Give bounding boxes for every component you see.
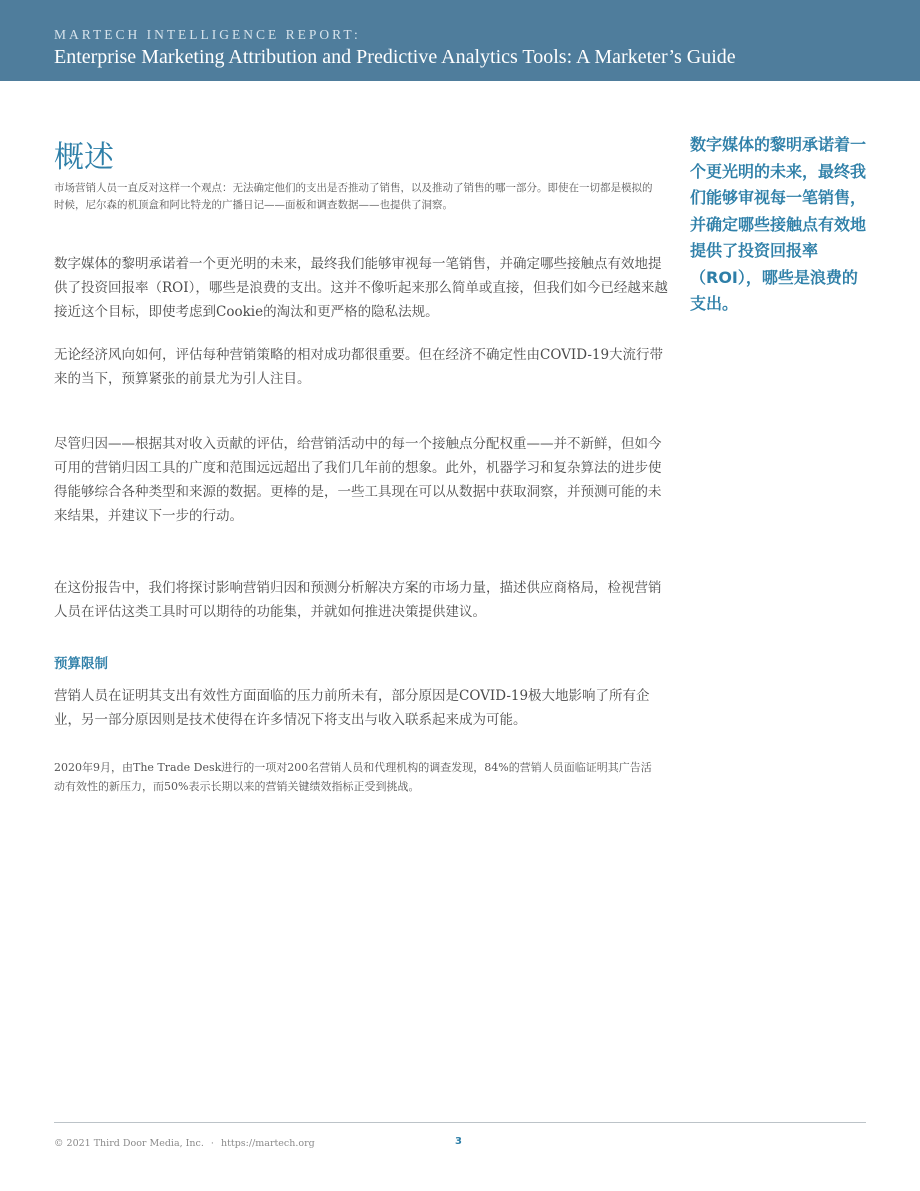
body-paragraph-1: 数字媒体的黎明承诺着一个更光明的未来，最终我们能够审视每一笔销售，并确定哪些接触点有效地提供了投资回报率（ROI），哪些是浪费的支出。这并不像听起来那么简单或直接，但我们如今已经越来越接近这个目标，即使考虑到Cookie的淘汰和更严格的隐私法规。 xyxy=(54,256,668,320)
body-paragraph-2: 无论经济风向如何，评估每种营销策略的相对成功都很重要。但在经济不确定性由COVID-19大流行带来的当下，预算紧张的前景尤为引人注目。 xyxy=(54,347,664,387)
page-number: 3 xyxy=(455,1136,462,1147)
survey-note: 2020年9月，由The Trade Desk进行的一项对200名营销人员和代理机构的调查发现，84%的营销人员面临证明其广告活动有效性的新压力，而50%表示长期以来的营销关键绩效指标正受到挑战。 xyxy=(54,761,652,793)
budget-subhead: 预算限制 xyxy=(54,656,108,672)
report-title: Enterprise Marketing Attribution and Predictive Analytics Tools: A Marketer’s Guide xyxy=(54,46,736,68)
footer-divider xyxy=(54,1122,866,1123)
report-kicker: MARTECH INTELLIGENCE REPORT: xyxy=(54,27,361,42)
report-header xyxy=(0,0,920,81)
footer-separator: · xyxy=(210,1138,214,1149)
body-paragraph-3: 尽管归因——根据其对收入贡献的评估，给营销活动中的每一个接触点分配权重——并不新鲜，但如今可用的营销归因工具的广度和范围远远超出了我们几年前的想象。此外，机器学习和复杂算法的进步使得能够综合各种类型和来源的数据。更棒的是，一些工具现在可以从数据中获取洞察，并预测可能的未来结果，并建议下一步的行动。 xyxy=(54,436,662,524)
intro-paragraph: 市场营销人员一直反对这样一个观点：无法确定他们的支出是否推动了销售，以及推动了销售的哪一部分。即使在一切都是模拟的时候，尼尔森的机顶盒和阿比特龙的广播日记——面板和调查数据——也提供了洞察。 xyxy=(54,182,653,211)
pull-quote: 数字媒体的黎明承诺着一个更光明的未来，最终我们能够审视每一笔销售，并确定哪些接触点有效地提供了投资回报率（ROI），哪些是浪费的支出。 xyxy=(690,135,867,313)
budget-paragraph: 营销人员在证明其支出有效性方面面临的压力前所未有，部分原因是COVID-19极大地影响了所有企业，另一部分原因则是技术使得在许多情况下将支出与收入联系起来成为可能。 xyxy=(54,688,650,728)
body-paragraph-4: 在这份报告中，我们将探讨影响营销归因和预测分析解决方案的市场力量，描述供应商格局，检视营销人员在评估这类工具时可以期待的功能集，并就如何推进决策提供建议。 xyxy=(54,580,662,620)
footer-copyright: © 2021 Third Door Media, Inc. xyxy=(54,1138,204,1149)
footer-credits xyxy=(54,1138,315,1149)
page-title: 概述 xyxy=(54,140,114,175)
footer-url[interactable]: https://martech.org xyxy=(220,1138,315,1149)
